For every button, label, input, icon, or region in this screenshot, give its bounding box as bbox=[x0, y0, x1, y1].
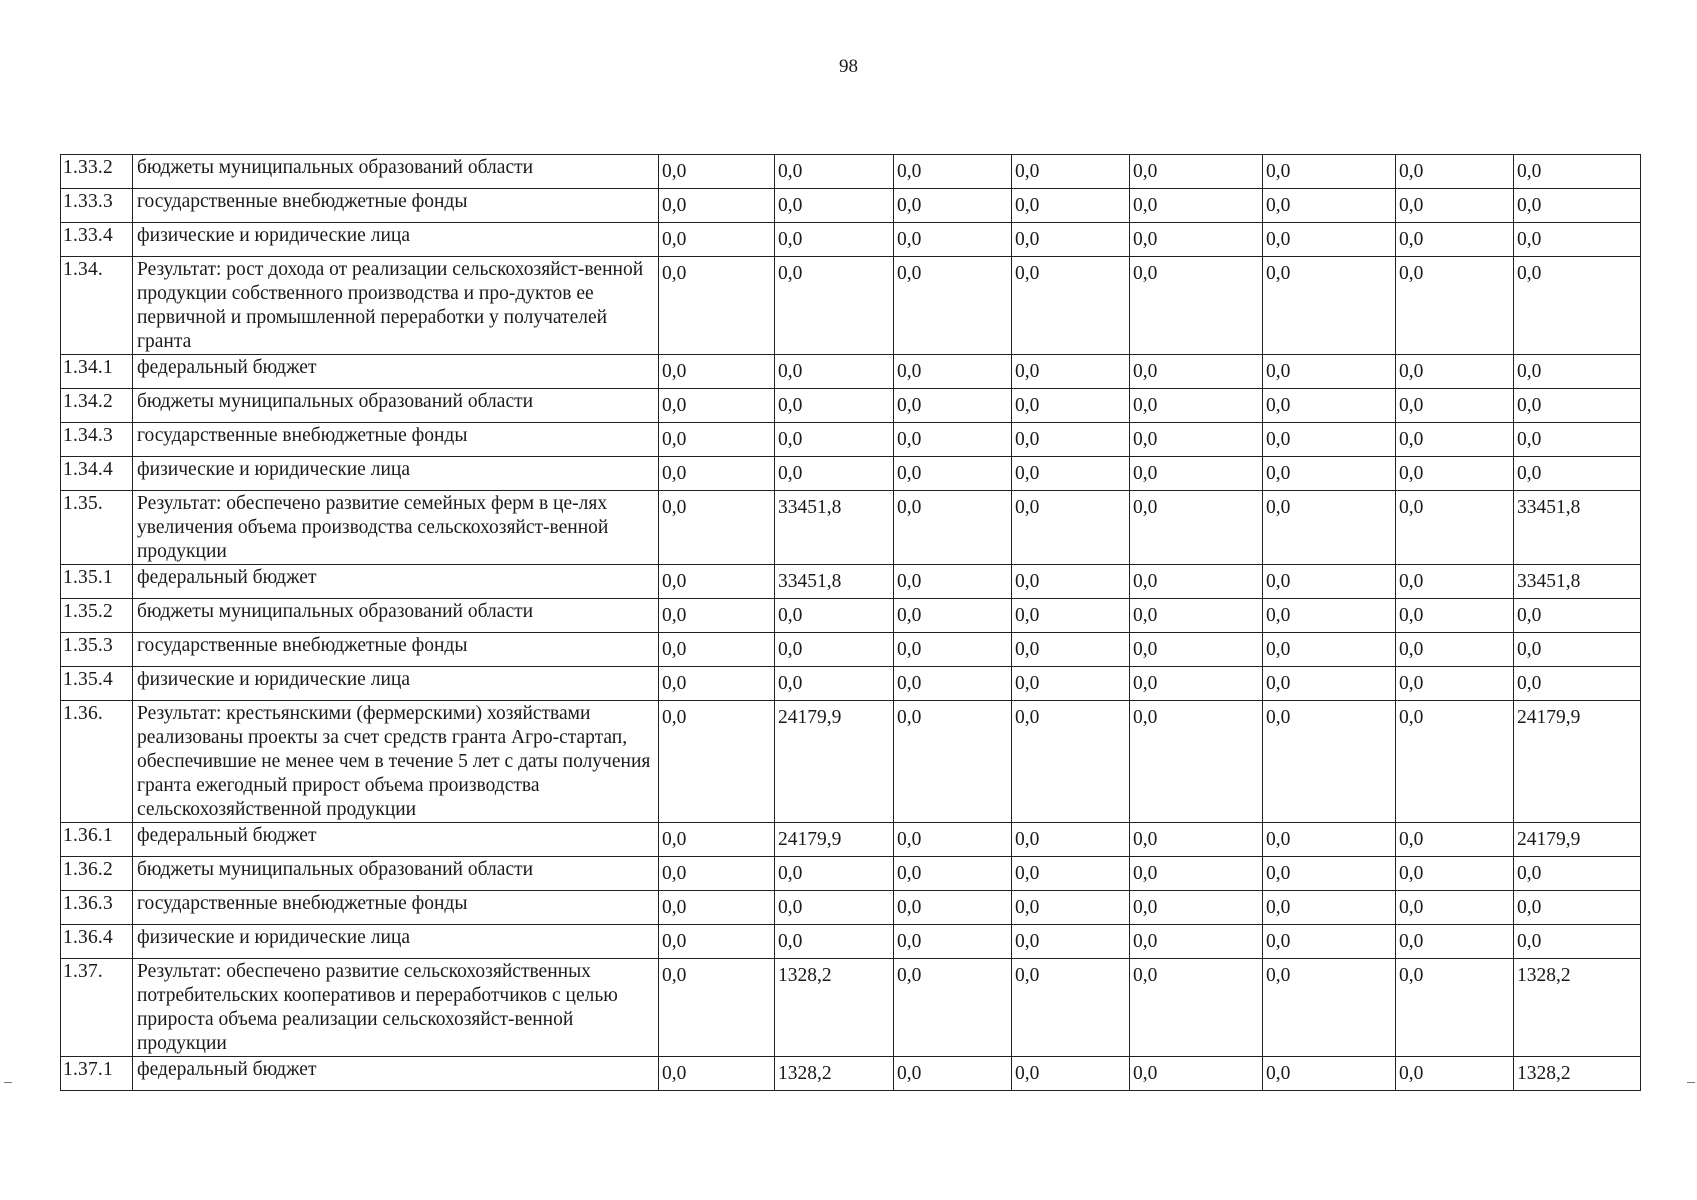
value-cell: 0,0 bbox=[1396, 891, 1514, 925]
value-cell: 0,0 bbox=[1012, 823, 1130, 857]
row-name: бюджеты муниципальных образований области bbox=[133, 155, 659, 189]
value-cell: 0,0 bbox=[775, 257, 894, 355]
value-cell: 24179,9 bbox=[775, 823, 894, 857]
value-cell: 0,0 bbox=[1130, 155, 1263, 189]
value-cell: 0,0 bbox=[894, 491, 1012, 565]
value-cell: 24179,9 bbox=[1514, 823, 1641, 857]
row-name: физические и юридические лица bbox=[133, 223, 659, 257]
value-cell: 0,0 bbox=[1130, 667, 1263, 701]
value-cell: 0,0 bbox=[775, 223, 894, 257]
row-code: 1.33.4 bbox=[61, 223, 133, 257]
value-cell: 0,0 bbox=[659, 189, 775, 223]
value-cell: 0,0 bbox=[659, 155, 775, 189]
value-cell: 0,0 bbox=[1263, 701, 1396, 823]
value-cell: 0,0 bbox=[1012, 959, 1130, 1057]
value-cell: 0,0 bbox=[894, 857, 1012, 891]
value-cell: 0,0 bbox=[1012, 223, 1130, 257]
row-name: федеральный бюджет bbox=[133, 823, 659, 857]
row-code: 1.35. bbox=[61, 491, 133, 565]
value-cell: 0,0 bbox=[1012, 189, 1130, 223]
value-cell: 0,0 bbox=[1514, 155, 1641, 189]
value-cell: 0,0 bbox=[1396, 1057, 1514, 1091]
value-cell: 0,0 bbox=[775, 155, 894, 189]
value-cell: 0,0 bbox=[1263, 257, 1396, 355]
value-cell: 0,0 bbox=[1130, 223, 1263, 257]
value-cell: 0,0 bbox=[1396, 491, 1514, 565]
value-cell: 1328,2 bbox=[775, 959, 894, 1057]
value-cell: 0,0 bbox=[659, 223, 775, 257]
value-cell: 0,0 bbox=[1263, 155, 1396, 189]
row-code: 1.36.3 bbox=[61, 891, 133, 925]
value-cell: 0,0 bbox=[1263, 823, 1396, 857]
value-cell: 0,0 bbox=[659, 257, 775, 355]
value-cell: 0,0 bbox=[1012, 355, 1130, 389]
value-cell: 0,0 bbox=[659, 925, 775, 959]
value-cell: 0,0 bbox=[1012, 491, 1130, 565]
row-name: Результат: крестьянскими (фермерскими) хозяйствами реализованы проекты за счет средств гранта Агро-стартап, обеспечившие не менее чем в течение 5 лет с даты получения гранта ежегодный прирост объема производства сельскохозяйственной продукции bbox=[133, 701, 659, 823]
value-cell: 0,0 bbox=[1396, 925, 1514, 959]
value-cell: 0,0 bbox=[775, 891, 894, 925]
value-cell: 0,0 bbox=[1396, 355, 1514, 389]
value-cell: 33451,8 bbox=[775, 491, 894, 565]
value-cell: 0,0 bbox=[1130, 457, 1263, 491]
value-cell: 0,0 bbox=[1263, 189, 1396, 223]
value-cell: 0,0 bbox=[1012, 457, 1130, 491]
row-name: федеральный бюджет bbox=[133, 565, 659, 599]
value-cell: 1328,2 bbox=[1514, 1057, 1641, 1091]
value-cell: 0,0 bbox=[659, 491, 775, 565]
value-cell: 0,0 bbox=[894, 565, 1012, 599]
row-name: физические и юридические лица bbox=[133, 457, 659, 491]
value-cell: 0,0 bbox=[1130, 355, 1263, 389]
row-code: 1.35.1 bbox=[61, 565, 133, 599]
value-cell: 0,0 bbox=[894, 389, 1012, 423]
value-cell: 0,0 bbox=[1130, 389, 1263, 423]
value-cell: 0,0 bbox=[894, 891, 1012, 925]
table-row bbox=[61, 599, 1641, 633]
value-cell: 0,0 bbox=[1130, 633, 1263, 667]
table-row bbox=[61, 355, 1641, 389]
table-row bbox=[61, 257, 1641, 355]
table-body bbox=[61, 155, 1641, 1091]
value-cell: 0,0 bbox=[659, 823, 775, 857]
table-row bbox=[61, 491, 1641, 565]
row-code: 1.34. bbox=[61, 257, 133, 355]
value-cell: 0,0 bbox=[1130, 491, 1263, 565]
budget-table bbox=[60, 154, 1641, 1091]
value-cell: 0,0 bbox=[659, 701, 775, 823]
value-cell: 0,0 bbox=[894, 925, 1012, 959]
value-cell: 0,0 bbox=[1514, 457, 1641, 491]
row-code: 1.33.2 bbox=[61, 155, 133, 189]
value-cell: 0,0 bbox=[1396, 155, 1514, 189]
value-cell: 0,0 bbox=[894, 223, 1012, 257]
value-cell: 0,0 bbox=[894, 1057, 1012, 1091]
value-cell: 0,0 bbox=[1012, 423, 1130, 457]
row-code: 1.34.3 bbox=[61, 423, 133, 457]
value-cell: 0,0 bbox=[1396, 257, 1514, 355]
row-code: 1.36.2 bbox=[61, 857, 133, 891]
table-row bbox=[61, 155, 1641, 189]
value-cell: 0,0 bbox=[1130, 189, 1263, 223]
table-row bbox=[61, 457, 1641, 491]
value-cell: 0,0 bbox=[894, 667, 1012, 701]
value-cell: 33451,8 bbox=[1514, 565, 1641, 599]
value-cell: 0,0 bbox=[894, 633, 1012, 667]
value-cell: 0,0 bbox=[1514, 189, 1641, 223]
value-cell: 0,0 bbox=[1514, 389, 1641, 423]
value-cell: 0,0 bbox=[894, 423, 1012, 457]
value-cell: 0,0 bbox=[659, 1057, 775, 1091]
value-cell: 0,0 bbox=[894, 355, 1012, 389]
row-name: бюджеты муниципальных образований области bbox=[133, 857, 659, 891]
value-cell: 0,0 bbox=[1514, 667, 1641, 701]
value-cell: 0,0 bbox=[1514, 925, 1641, 959]
value-cell: 0,0 bbox=[1396, 701, 1514, 823]
value-cell: 0,0 bbox=[1012, 565, 1130, 599]
row-code: 1.35.3 bbox=[61, 633, 133, 667]
row-name: государственные внебюджетные фонды bbox=[133, 423, 659, 457]
edge-mark bbox=[4, 1082, 12, 1083]
row-name: федеральный бюджет bbox=[133, 355, 659, 389]
value-cell: 0,0 bbox=[1263, 633, 1396, 667]
value-cell: 0,0 bbox=[1263, 925, 1396, 959]
value-cell: 0,0 bbox=[894, 189, 1012, 223]
value-cell: 0,0 bbox=[1263, 599, 1396, 633]
value-cell: 0,0 bbox=[1396, 823, 1514, 857]
table-row bbox=[61, 189, 1641, 223]
value-cell: 0,0 bbox=[1012, 599, 1130, 633]
value-cell: 0,0 bbox=[1012, 891, 1130, 925]
value-cell: 33451,8 bbox=[1514, 491, 1641, 565]
value-cell: 0,0 bbox=[1263, 959, 1396, 1057]
value-cell: 0,0 bbox=[1130, 925, 1263, 959]
value-cell: 0,0 bbox=[1130, 599, 1263, 633]
value-cell: 0,0 bbox=[1263, 1057, 1396, 1091]
value-cell: 0,0 bbox=[1514, 891, 1641, 925]
table-row bbox=[61, 565, 1641, 599]
value-cell: 0,0 bbox=[1012, 257, 1130, 355]
edge-mark bbox=[1687, 1082, 1695, 1083]
row-name: государственные внебюджетные фонды bbox=[133, 633, 659, 667]
value-cell: 0,0 bbox=[1514, 633, 1641, 667]
table-row bbox=[61, 891, 1641, 925]
value-cell: 0,0 bbox=[1263, 223, 1396, 257]
row-code: 1.37.1 bbox=[61, 1057, 133, 1091]
row-name: государственные внебюджетные фонды bbox=[133, 891, 659, 925]
row-name: бюджеты муниципальных образований области bbox=[133, 389, 659, 423]
table-row bbox=[61, 389, 1641, 423]
value-cell: 0,0 bbox=[1012, 701, 1130, 823]
value-cell: 0,0 bbox=[659, 599, 775, 633]
value-cell: 0,0 bbox=[1130, 565, 1263, 599]
value-cell: 0,0 bbox=[1130, 1057, 1263, 1091]
value-cell: 0,0 bbox=[1012, 925, 1130, 959]
value-cell: 24179,9 bbox=[775, 701, 894, 823]
value-cell: 0,0 bbox=[775, 599, 894, 633]
value-cell: 0,0 bbox=[1514, 223, 1641, 257]
value-cell: 0,0 bbox=[1130, 257, 1263, 355]
table-row bbox=[61, 823, 1641, 857]
value-cell: 0,0 bbox=[775, 857, 894, 891]
row-code: 1.34.1 bbox=[61, 355, 133, 389]
value-cell: 0,0 bbox=[659, 667, 775, 701]
value-cell: 0,0 bbox=[1514, 857, 1641, 891]
value-cell: 0,0 bbox=[1263, 423, 1396, 457]
value-cell: 0,0 bbox=[1012, 633, 1130, 667]
value-cell: 0,0 bbox=[1263, 565, 1396, 599]
value-cell: 0,0 bbox=[1130, 959, 1263, 1057]
row-code: 1.36.4 bbox=[61, 925, 133, 959]
value-cell: 0,0 bbox=[775, 189, 894, 223]
row-code: 1.36. bbox=[61, 701, 133, 823]
value-cell: 0,0 bbox=[1396, 599, 1514, 633]
value-cell: 0,0 bbox=[775, 925, 894, 959]
value-cell: 0,0 bbox=[1012, 857, 1130, 891]
value-cell: 0,0 bbox=[1396, 565, 1514, 599]
row-code: 1.34.4 bbox=[61, 457, 133, 491]
value-cell: 0,0 bbox=[1396, 389, 1514, 423]
row-code: 1.36.1 bbox=[61, 823, 133, 857]
value-cell: 0,0 bbox=[775, 423, 894, 457]
value-cell: 0,0 bbox=[894, 823, 1012, 857]
value-cell: 0,0 bbox=[1396, 857, 1514, 891]
value-cell: 0,0 bbox=[659, 457, 775, 491]
value-cell: 0,0 bbox=[894, 959, 1012, 1057]
row-name: Результат: обеспечено развитие сельскохозяйственных потребительских кооперативов и переработчиков с целью прироста объема реализации сельскохозяйст-венной продукции bbox=[133, 959, 659, 1057]
value-cell: 0,0 bbox=[894, 457, 1012, 491]
row-code: 1.37. bbox=[61, 959, 133, 1057]
value-cell: 0,0 bbox=[775, 633, 894, 667]
row-name: федеральный бюджет bbox=[133, 1057, 659, 1091]
value-cell: 0,0 bbox=[1012, 1057, 1130, 1091]
row-name: Результат: рост дохода от реализации сельскохозяйст-венной продукции собственного производства и про-дуктов ее первичной и промышленной переработки у получателей гранта bbox=[133, 257, 659, 355]
value-cell: 0,0 bbox=[894, 599, 1012, 633]
value-cell: 0,0 bbox=[1263, 457, 1396, 491]
value-cell: 0,0 bbox=[1396, 959, 1514, 1057]
value-cell: 0,0 bbox=[659, 423, 775, 457]
value-cell: 0,0 bbox=[659, 891, 775, 925]
row-code: 1.33.3 bbox=[61, 189, 133, 223]
value-cell: 0,0 bbox=[659, 959, 775, 1057]
value-cell: 0,0 bbox=[1396, 423, 1514, 457]
table-row bbox=[61, 857, 1641, 891]
row-name: Результат: обеспечено развитие семейных ферм в це-лях увеличения объема производства сельскохозяйст-венной продукции bbox=[133, 491, 659, 565]
value-cell: 0,0 bbox=[659, 633, 775, 667]
value-cell: 0,0 bbox=[894, 155, 1012, 189]
table-row bbox=[61, 959, 1641, 1057]
row-name: бюджеты муниципальных образований области bbox=[133, 599, 659, 633]
table-row bbox=[61, 223, 1641, 257]
table-row bbox=[61, 633, 1641, 667]
value-cell: 24179,9 bbox=[1514, 701, 1641, 823]
value-cell: 0,0 bbox=[1130, 891, 1263, 925]
row-name: физические и юридические лица bbox=[133, 925, 659, 959]
value-cell: 0,0 bbox=[1514, 599, 1641, 633]
row-name: государственные внебюджетные фонды bbox=[133, 189, 659, 223]
value-cell: 1328,2 bbox=[1514, 959, 1641, 1057]
value-cell: 33451,8 bbox=[775, 565, 894, 599]
value-cell: 0,0 bbox=[1012, 155, 1130, 189]
value-cell: 0,0 bbox=[659, 355, 775, 389]
value-cell: 0,0 bbox=[1130, 423, 1263, 457]
value-cell: 0,0 bbox=[659, 565, 775, 599]
value-cell: 0,0 bbox=[1263, 857, 1396, 891]
table-row bbox=[61, 1057, 1641, 1091]
value-cell: 0,0 bbox=[1130, 823, 1263, 857]
value-cell: 0,0 bbox=[659, 389, 775, 423]
value-cell: 0,0 bbox=[775, 457, 894, 491]
table-row bbox=[61, 423, 1641, 457]
value-cell: 0,0 bbox=[1263, 491, 1396, 565]
value-cell: 0,0 bbox=[1012, 389, 1130, 423]
row-name: физические и юридические лица bbox=[133, 667, 659, 701]
value-cell: 0,0 bbox=[1396, 667, 1514, 701]
value-cell: 0,0 bbox=[1396, 457, 1514, 491]
table-row bbox=[61, 667, 1641, 701]
value-cell: 0,0 bbox=[1263, 667, 1396, 701]
value-cell: 0,0 bbox=[1263, 389, 1396, 423]
value-cell: 0,0 bbox=[1396, 189, 1514, 223]
value-cell: 0,0 bbox=[1396, 633, 1514, 667]
value-cell: 1328,2 bbox=[775, 1057, 894, 1091]
row-code: 1.35.4 bbox=[61, 667, 133, 701]
table-row bbox=[61, 701, 1641, 823]
value-cell: 0,0 bbox=[775, 389, 894, 423]
row-code: 1.34.2 bbox=[61, 389, 133, 423]
value-cell: 0,0 bbox=[1514, 423, 1641, 457]
value-cell: 0,0 bbox=[1263, 891, 1396, 925]
value-cell: 0,0 bbox=[1012, 667, 1130, 701]
value-cell: 0,0 bbox=[775, 667, 894, 701]
value-cell: 0,0 bbox=[1396, 223, 1514, 257]
value-cell: 0,0 bbox=[659, 857, 775, 891]
page-number: 98 bbox=[839, 56, 858, 77]
value-cell: 0,0 bbox=[1514, 355, 1641, 389]
value-cell: 0,0 bbox=[1130, 857, 1263, 891]
row-code: 1.35.2 bbox=[61, 599, 133, 633]
value-cell: 0,0 bbox=[1514, 257, 1641, 355]
value-cell: 0,0 bbox=[775, 355, 894, 389]
table-row bbox=[61, 925, 1641, 959]
value-cell: 0,0 bbox=[1263, 355, 1396, 389]
value-cell: 0,0 bbox=[894, 701, 1012, 823]
value-cell: 0,0 bbox=[1130, 701, 1263, 823]
value-cell: 0,0 bbox=[894, 257, 1012, 355]
